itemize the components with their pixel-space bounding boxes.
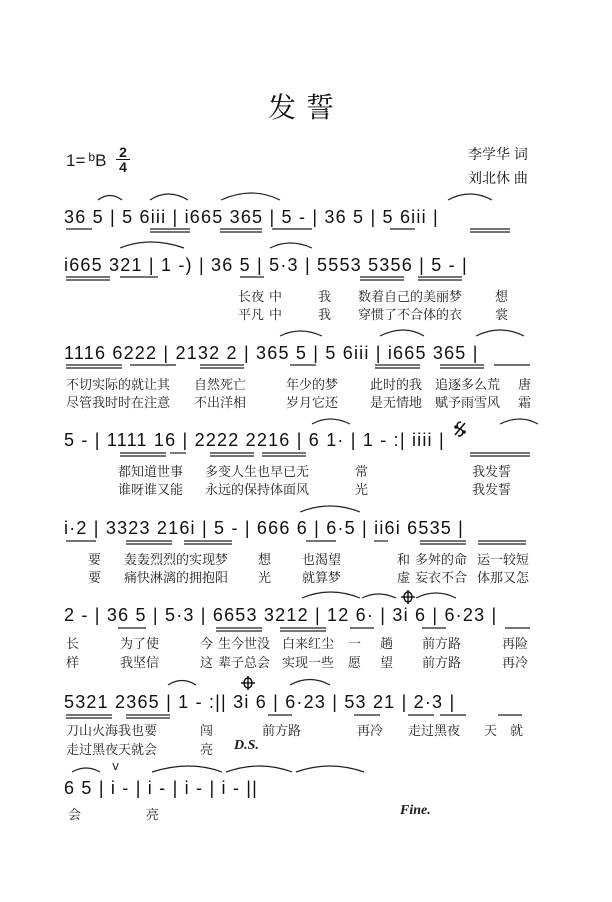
lyric: 是无情地 <box>370 396 423 411</box>
fine-mark: Fine. <box>400 803 431 818</box>
lyric: 自然死亡 <box>194 378 247 393</box>
lyric: 我发誓 <box>472 465 512 480</box>
lyric: 前方路 <box>422 637 462 652</box>
lyric: 穿惯了不合体的衣 <box>358 308 463 323</box>
ds-mark: D.S. <box>234 738 259 753</box>
lyric: 望 <box>380 656 394 671</box>
lyric: 走过黑夜天就会 <box>66 743 158 758</box>
lyric: 走过黑夜 <box>408 724 461 739</box>
lyric: 轰轰烈烈的实现梦 <box>124 553 229 568</box>
lyric: 体那又怎 <box>477 571 530 586</box>
slur <box>448 194 492 200</box>
coda-icon <box>401 590 415 604</box>
lyric: 谁呀谁又能 <box>118 483 184 498</box>
lyric: 唐 <box>518 378 532 393</box>
lyric: 多变人生也早已无 <box>205 465 310 480</box>
lyric: 永远的保持体面风 <box>205 483 310 498</box>
slur <box>312 419 350 424</box>
music-line-3: 1116 6222 | 2132 2 | 365 5 | 5 6iii | i665 365 | <box>64 343 479 363</box>
lyric: 亮 <box>146 808 160 823</box>
lyric: 尽管我时时在注意 <box>66 396 171 411</box>
lyric: 样 <box>66 656 80 671</box>
lyric: 赋予雨雪风 <box>435 396 501 411</box>
lyric: 前方路 <box>262 724 302 739</box>
slur <box>150 194 188 200</box>
music-line-4: 5 - | 1111 16 | 2222 2216 | 6 1· | 1 - :| iiii | <box>64 430 445 450</box>
lyric: 年少的梦 <box>286 378 339 393</box>
lyric: 中 <box>269 290 283 305</box>
flat-sign: b <box>88 150 96 164</box>
lyric: 就 <box>510 724 524 739</box>
lyric: 多舛的命 <box>415 553 468 568</box>
slur <box>290 680 330 686</box>
lyric: 数着自己的美丽梦 <box>358 290 463 305</box>
lyric: 今 <box>200 637 214 652</box>
lyric: 愿 <box>348 656 362 671</box>
slur <box>296 766 364 772</box>
slur <box>280 331 322 336</box>
slur <box>152 766 222 772</box>
lyric: 也渴望 <box>302 553 342 568</box>
lyric: 实现一些 <box>282 656 335 671</box>
lyric: 闯 <box>200 724 214 739</box>
lyric: 一 <box>348 637 362 652</box>
breath-mark: v <box>112 759 120 773</box>
lyric: 为了使 <box>120 637 160 652</box>
lyric: 中 <box>269 308 283 323</box>
music-line-8: 6 5 | i - | i - | i - | i - || <box>64 778 259 798</box>
lyric: 再冷 <box>502 656 529 671</box>
lyric: 痛快淋漓的拥抱阳 <box>124 571 229 586</box>
lyric: 要 <box>88 571 102 586</box>
slur <box>500 419 538 424</box>
lyric: 不出洋相 <box>194 396 247 411</box>
lyric: 妄衣不合 <box>415 571 468 586</box>
lyric: 光 <box>355 483 369 498</box>
lyric: 常 <box>355 465 369 480</box>
key-signature: 1= $^b$B <box>66 150 107 170</box>
music-line-6: 2 - | 36 5 | 5·3 | 6653 3212 | 12 6· | 3i 6 | 6·23 | <box>64 605 498 625</box>
lyric: 长夜 <box>238 290 265 305</box>
song-title: 发誓 <box>267 91 344 124</box>
slur <box>380 330 424 336</box>
music-line-5: i·2 | 3323 216i | 5 - | 666 6 | 6·5 | ii6i 6535 | <box>64 518 465 538</box>
lyric: 此时的我 <box>370 378 423 393</box>
lyric: 趟 <box>380 637 394 652</box>
slur <box>270 243 312 248</box>
lyric: 不切实际的就让其 <box>66 378 171 393</box>
coda-icon <box>241 676 255 690</box>
lyric: 要 <box>88 553 102 568</box>
slur <box>168 681 196 686</box>
lyricist-credit: 李学华 词 <box>468 146 528 162</box>
lyric: 和 <box>397 553 411 568</box>
music-line-2: i665 321 | 1 -) | 36 5 | 5·3 | 5553 5356 | 5 - | <box>64 255 468 275</box>
slur <box>300 506 360 512</box>
music-line-1: 36 5 | 5 6iii | i665 365 | 5 - | 36 5 | 5 6iii | <box>64 207 439 227</box>
lyric: 霜 <box>518 396 532 411</box>
segno-icon <box>455 422 465 436</box>
lyric: 再险 <box>502 637 529 652</box>
lyric: 辈子总会 <box>218 656 271 671</box>
lyric: 就算梦 <box>302 571 342 586</box>
music-line-7: 5321 2365 | 1 - :|| 3i 6 | 6·23 | 53 21 | 2·3 | <box>64 692 456 712</box>
slur <box>226 766 292 772</box>
slur <box>72 768 100 772</box>
lyric: 白来红尘 <box>282 637 335 652</box>
lyric: 天 <box>484 724 498 739</box>
lyric: 追逐多么荒 <box>435 378 501 393</box>
lyric: 长 <box>66 637 80 652</box>
lyric: 虚 <box>397 571 411 586</box>
lyric: 生今世没 <box>218 637 271 652</box>
lyric: 这 <box>200 656 214 671</box>
lyric: 都知道世事 <box>118 465 184 480</box>
lyric: 运一较短 <box>477 553 530 568</box>
lyric: 会 <box>68 808 82 823</box>
lyric: 再冷 <box>357 724 384 739</box>
time-signature: 2 4 <box>116 145 130 174</box>
lyric: 平凡 <box>238 308 265 323</box>
lyric: 我发誓 <box>472 483 512 498</box>
slur <box>416 593 456 598</box>
lyric: 我 <box>318 308 332 323</box>
lyric: 前方路 <box>422 656 462 671</box>
slur <box>362 594 396 598</box>
slur <box>120 242 184 248</box>
slur <box>98 196 122 201</box>
lyric: 亮 <box>200 743 214 758</box>
lyric: 岁月它还 <box>286 396 339 411</box>
lyric: 我 <box>318 290 332 305</box>
lyric: 刀山火海我也要 <box>66 724 158 739</box>
slur <box>302 592 360 598</box>
lyric: 光 <box>258 571 272 586</box>
lyric: 裳 <box>495 308 509 323</box>
composer-credit: 刘北休 曲 <box>468 170 528 186</box>
lyric: 想 <box>258 553 272 568</box>
lyric: 想 <box>495 290 509 305</box>
lyric: 我坚信 <box>120 656 160 671</box>
slur <box>476 330 524 336</box>
slur <box>221 193 280 200</box>
